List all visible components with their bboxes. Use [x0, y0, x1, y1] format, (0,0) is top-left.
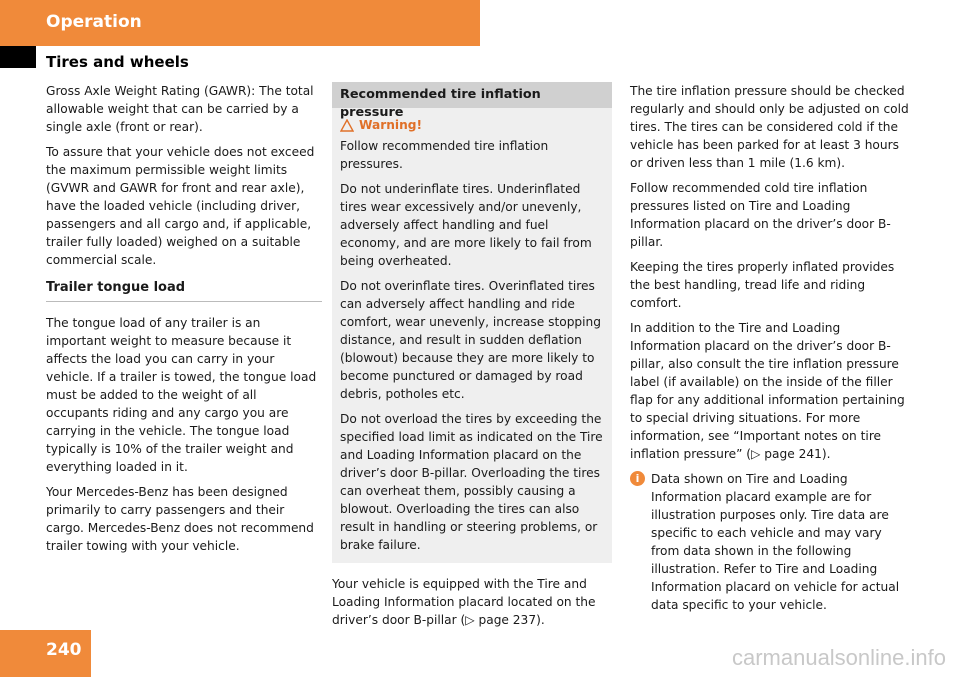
page-number-box [0, 630, 91, 677]
paragraph: To assure that your vehicle does not exceed the maximum permissible weight limits (GVWR and GAWR for front and rear axle), have the loaded vehicle (including driver, passengers and all cargo and, if applicable, trailer fully loaded) weighed on a suitable commercial scale. [46, 145, 315, 267]
subsection-title: Tires and wheels [46, 53, 189, 71]
paragraph: Keeping the tires properly inflated provides the best handling, tread life and riding comfort. [630, 260, 895, 310]
heading-trailer-tongue-load: Trailer tongue load [46, 279, 322, 302]
column-middle [332, 82, 612, 636]
paragraph: The tire inflation pressure should be checked regularly and should only be adjusted on cold tires. The tires can be considered cold if the vehicle has been parked for at least 3 hours or driven less than 1 mile (1.6 km). [630, 84, 909, 170]
paragraph: The tongue load of any trailer is an important weight to measure because it affects the load you can carry in your vehicle. If a trailer is towed, the tongue load must be added to the weight of all occupants riding and any cargo you are carrying in the vehicle. The tongue load typically is 10% of the trailer weight and everything loaded in it. [46, 316, 317, 474]
warning-title [340, 116, 604, 134]
warning-box [332, 82, 612, 563]
warning-paragraph: Follow recommended tire inflation pressures. [340, 139, 549, 171]
watermark: carmanualsonline.info [731, 645, 946, 670]
info-icon: i [630, 471, 645, 486]
note-text: Data shown on Tire and Loading Information placard example are for illustration purposes only. Tire data are specific to each vehicle and may vary from data shown in the following illustration. Refer to Tire and Loading Information placard on vehicle for actual data specific to your vehicle. [651, 472, 900, 612]
warning-label: Warning! [359, 118, 423, 132]
box-title: Recommended tire inflation pressure [332, 82, 612, 108]
paragraph: Your vehicle is equipped with the Tire and Loading Information placard located on the driver’s door B-pillar (▷ page 237). [332, 577, 596, 627]
warning-paragraph: Do not underinflate tires. Underinflated tires wear excessively and/or unevenly, adversely affect handling and fuel economy, and are more likely to fail from being overheated. [340, 182, 592, 268]
section-title: Operation [46, 12, 142, 32]
warning-paragraph: Do not overload the tires by exceeding the specified load limit as indicated on the Tire and Loading Information placard on the driver’s door B-pillar. Overloading the tires can overheat them, possibly causing a blowout. Overloading the tires can also result in handling or steering problems, or brake failure. [340, 412, 603, 552]
page-number: 240 [46, 640, 82, 660]
info-note [630, 470, 910, 614]
section-header-bar [0, 0, 480, 46]
column-right [630, 82, 910, 614]
paragraph: In addition to the Tire and Loading Information placard on the driver’s door B-pillar, also consult the tire inflation pressure label (if available) on the inside of the filler flap for any additional information pertaining to special driving situations. For more information, see “Important notes on tire inflation pressure” (▷ page 241). [630, 321, 905, 461]
section-marker [0, 46, 36, 68]
paragraph: Gross Axle Weight Rating (GAWR): The total allowable weight that can be carried by a single axle (front or rear). [46, 84, 314, 134]
paragraph: Your Mercedes-Benz has been designed primarily to carry passengers and their cargo. Mercedes-Benz does not recommend trailer towing with your vehicle. [46, 485, 314, 553]
paragraph: Follow recommended cold tire inflation pressures listed on Tire and Loading Information placard on the driver’s door B-pillar. [630, 181, 891, 249]
column-left [46, 82, 322, 562]
warning-paragraph: Do not overinflate tires. Overinflated tires can adversely affect handling and ride comfort, wear unevenly, increase stopping distance, and result in sudden deflation (blowout) because they are more likely to become punctured or damaged by road debris, potholes etc. [340, 279, 602, 401]
warning-triangle-icon [340, 119, 354, 132]
